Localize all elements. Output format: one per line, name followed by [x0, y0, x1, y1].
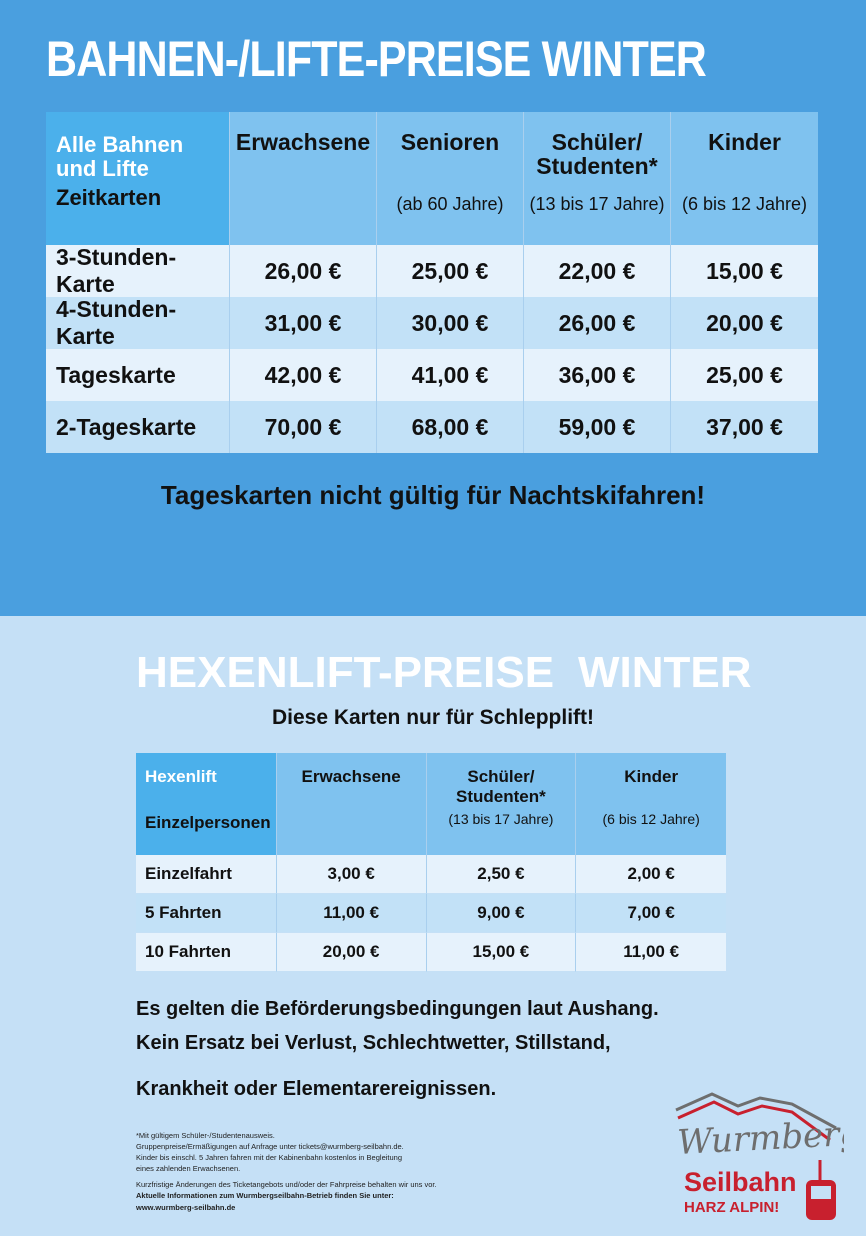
table-row — [136, 855, 726, 894]
row-label: 3-Stunden-Karte — [46, 245, 230, 297]
row-label: 4-Stunden-Karte — [46, 297, 230, 349]
table-row — [46, 401, 818, 453]
header-adults: Erwachsene — [230, 112, 377, 245]
svg-text:Wurmberg: Wurmberg — [676, 1113, 844, 1163]
price-cell: 31,00 € — [230, 297, 377, 349]
svg-text:HARZ ALPIN!: HARZ ALPIN! — [684, 1199, 780, 1216]
night-ski-notice: Tageskarten nicht gültig für Nachtskifahren! — [160, 480, 706, 510]
hexenlift-title: HEXENLIFT-PREISE — [136, 648, 555, 697]
price-cell: 68,00 € — [377, 401, 524, 453]
price-cell: 70,00 € — [230, 401, 377, 453]
price-cell: 2,50 € — [427, 855, 577, 894]
price-cell: 22,00 € — [524, 245, 671, 297]
fine-print-children: Kinder bis einschl. 5 Jahren fahren mit der Kabinenbahn kostenlos in Begleitung — [136, 1153, 403, 1162]
price-cell: 37,00 € — [671, 401, 818, 453]
fine-print-changes: Kurzfristige Änderungen des Ticketangebots und/oder der Fahrpreise behalten wir uns vor. — [136, 1180, 437, 1189]
price-cell: 11,00 € — [277, 894, 427, 933]
hexenlift-subtitle: Diese Karten nur für Schlepplift! — [271, 706, 595, 729]
table-row — [136, 894, 726, 933]
price-cell: 36,00 € — [524, 349, 671, 401]
price-cell: 30,00 € — [377, 297, 524, 349]
svg-text:Seilbahn: Seilbahn — [684, 1167, 797, 1197]
price-cell: 2,00 € — [576, 855, 726, 894]
table-row — [46, 349, 818, 401]
header-ticket-type: Alle Bahnen und Lifte Zeitkarten — [46, 112, 230, 245]
header-ticket-type: Hexenlift Einzelpersonen — [136, 753, 277, 855]
price-cell: 20,00 € — [671, 297, 818, 349]
header-students: Schüler/ Studenten* (13 bis 17 Jahre) — [524, 112, 671, 245]
price-cell: 9,00 € — [427, 894, 577, 933]
price-cell: 41,00 € — [377, 349, 524, 401]
price-cell: 42,00 € — [230, 349, 377, 401]
main-title: BAHNEN-/LIFTE-PREISE WINTER — [46, 31, 706, 87]
table-row — [46, 297, 818, 349]
fine-print-student: *Mit gültigem Schüler-/Studentenausweis. — [136, 1131, 275, 1140]
main-price-table — [46, 112, 818, 453]
price-cell: 59,00 € — [524, 401, 671, 453]
row-label: Tageskarte — [46, 349, 230, 401]
info-line-3: Krankheit oder Elementarereignissen. — [136, 1078, 497, 1100]
logo-graphic — [672, 1088, 844, 1224]
price-cell: 15,00 € — [427, 933, 577, 972]
info-line-2: Kein Ersatz bei Verlust, Schlechtwetter, Stillstand, — [136, 1032, 611, 1054]
header-children: Kinder (6 bis 12 Jahre) — [576, 753, 726, 855]
table-header-row — [136, 753, 726, 855]
row-label: 10 Fahrten — [136, 933, 277, 972]
hexenlift-title-season: WINTER — [578, 648, 752, 697]
price-cell: 15,00 € — [671, 245, 818, 297]
price-cell: 25,00 € — [671, 349, 818, 401]
price-cell: 25,00 € — [377, 245, 524, 297]
fine-print-group: Gruppenpreise/Ermäßigungen auf Anfrage unter tickets@wurmberg-seilbahn.de. — [136, 1142, 404, 1151]
wurmberg-seilbahn-logo — [672, 1088, 844, 1224]
row-label: Einzelfahrt — [136, 855, 277, 894]
table-row — [46, 245, 818, 297]
price-cell: 20,00 € — [277, 933, 427, 972]
price-cell: 26,00 € — [230, 245, 377, 297]
header-adults: Erwachsene — [277, 753, 427, 855]
row-label: 5 Fahrten — [136, 894, 277, 933]
price-cell: 7,00 € — [576, 894, 726, 933]
table-header-row — [46, 112, 818, 245]
price-cell: 3,00 € — [277, 855, 427, 894]
table-row — [136, 933, 726, 972]
fine-print-info: Aktuelle Informationen zum Wurmbergseilbahn-Betrieb finden Sie unter: — [136, 1191, 394, 1200]
hexenlift-price-table — [136, 753, 726, 972]
row-label: 2-Tageskarte — [46, 401, 230, 453]
fine-print-children-2: eines zahlenden Erwachsenen. — [136, 1164, 241, 1173]
info-line-1: Es gelten die Beförderungsbedingungen laut Aushang. — [136, 998, 659, 1020]
price-cell: 11,00 € — [576, 933, 726, 972]
website-link[interactable]: www.wurmberg-seilbahn.de — [136, 1203, 236, 1212]
price-cell: 26,00 € — [524, 297, 671, 349]
header-seniors: Senioren (ab 60 Jahre) — [377, 112, 524, 245]
header-children: Kinder (6 bis 12 Jahre) — [671, 112, 818, 245]
header-students: Schüler/ Studenten* (13 bis 17 Jahre) — [427, 753, 577, 855]
